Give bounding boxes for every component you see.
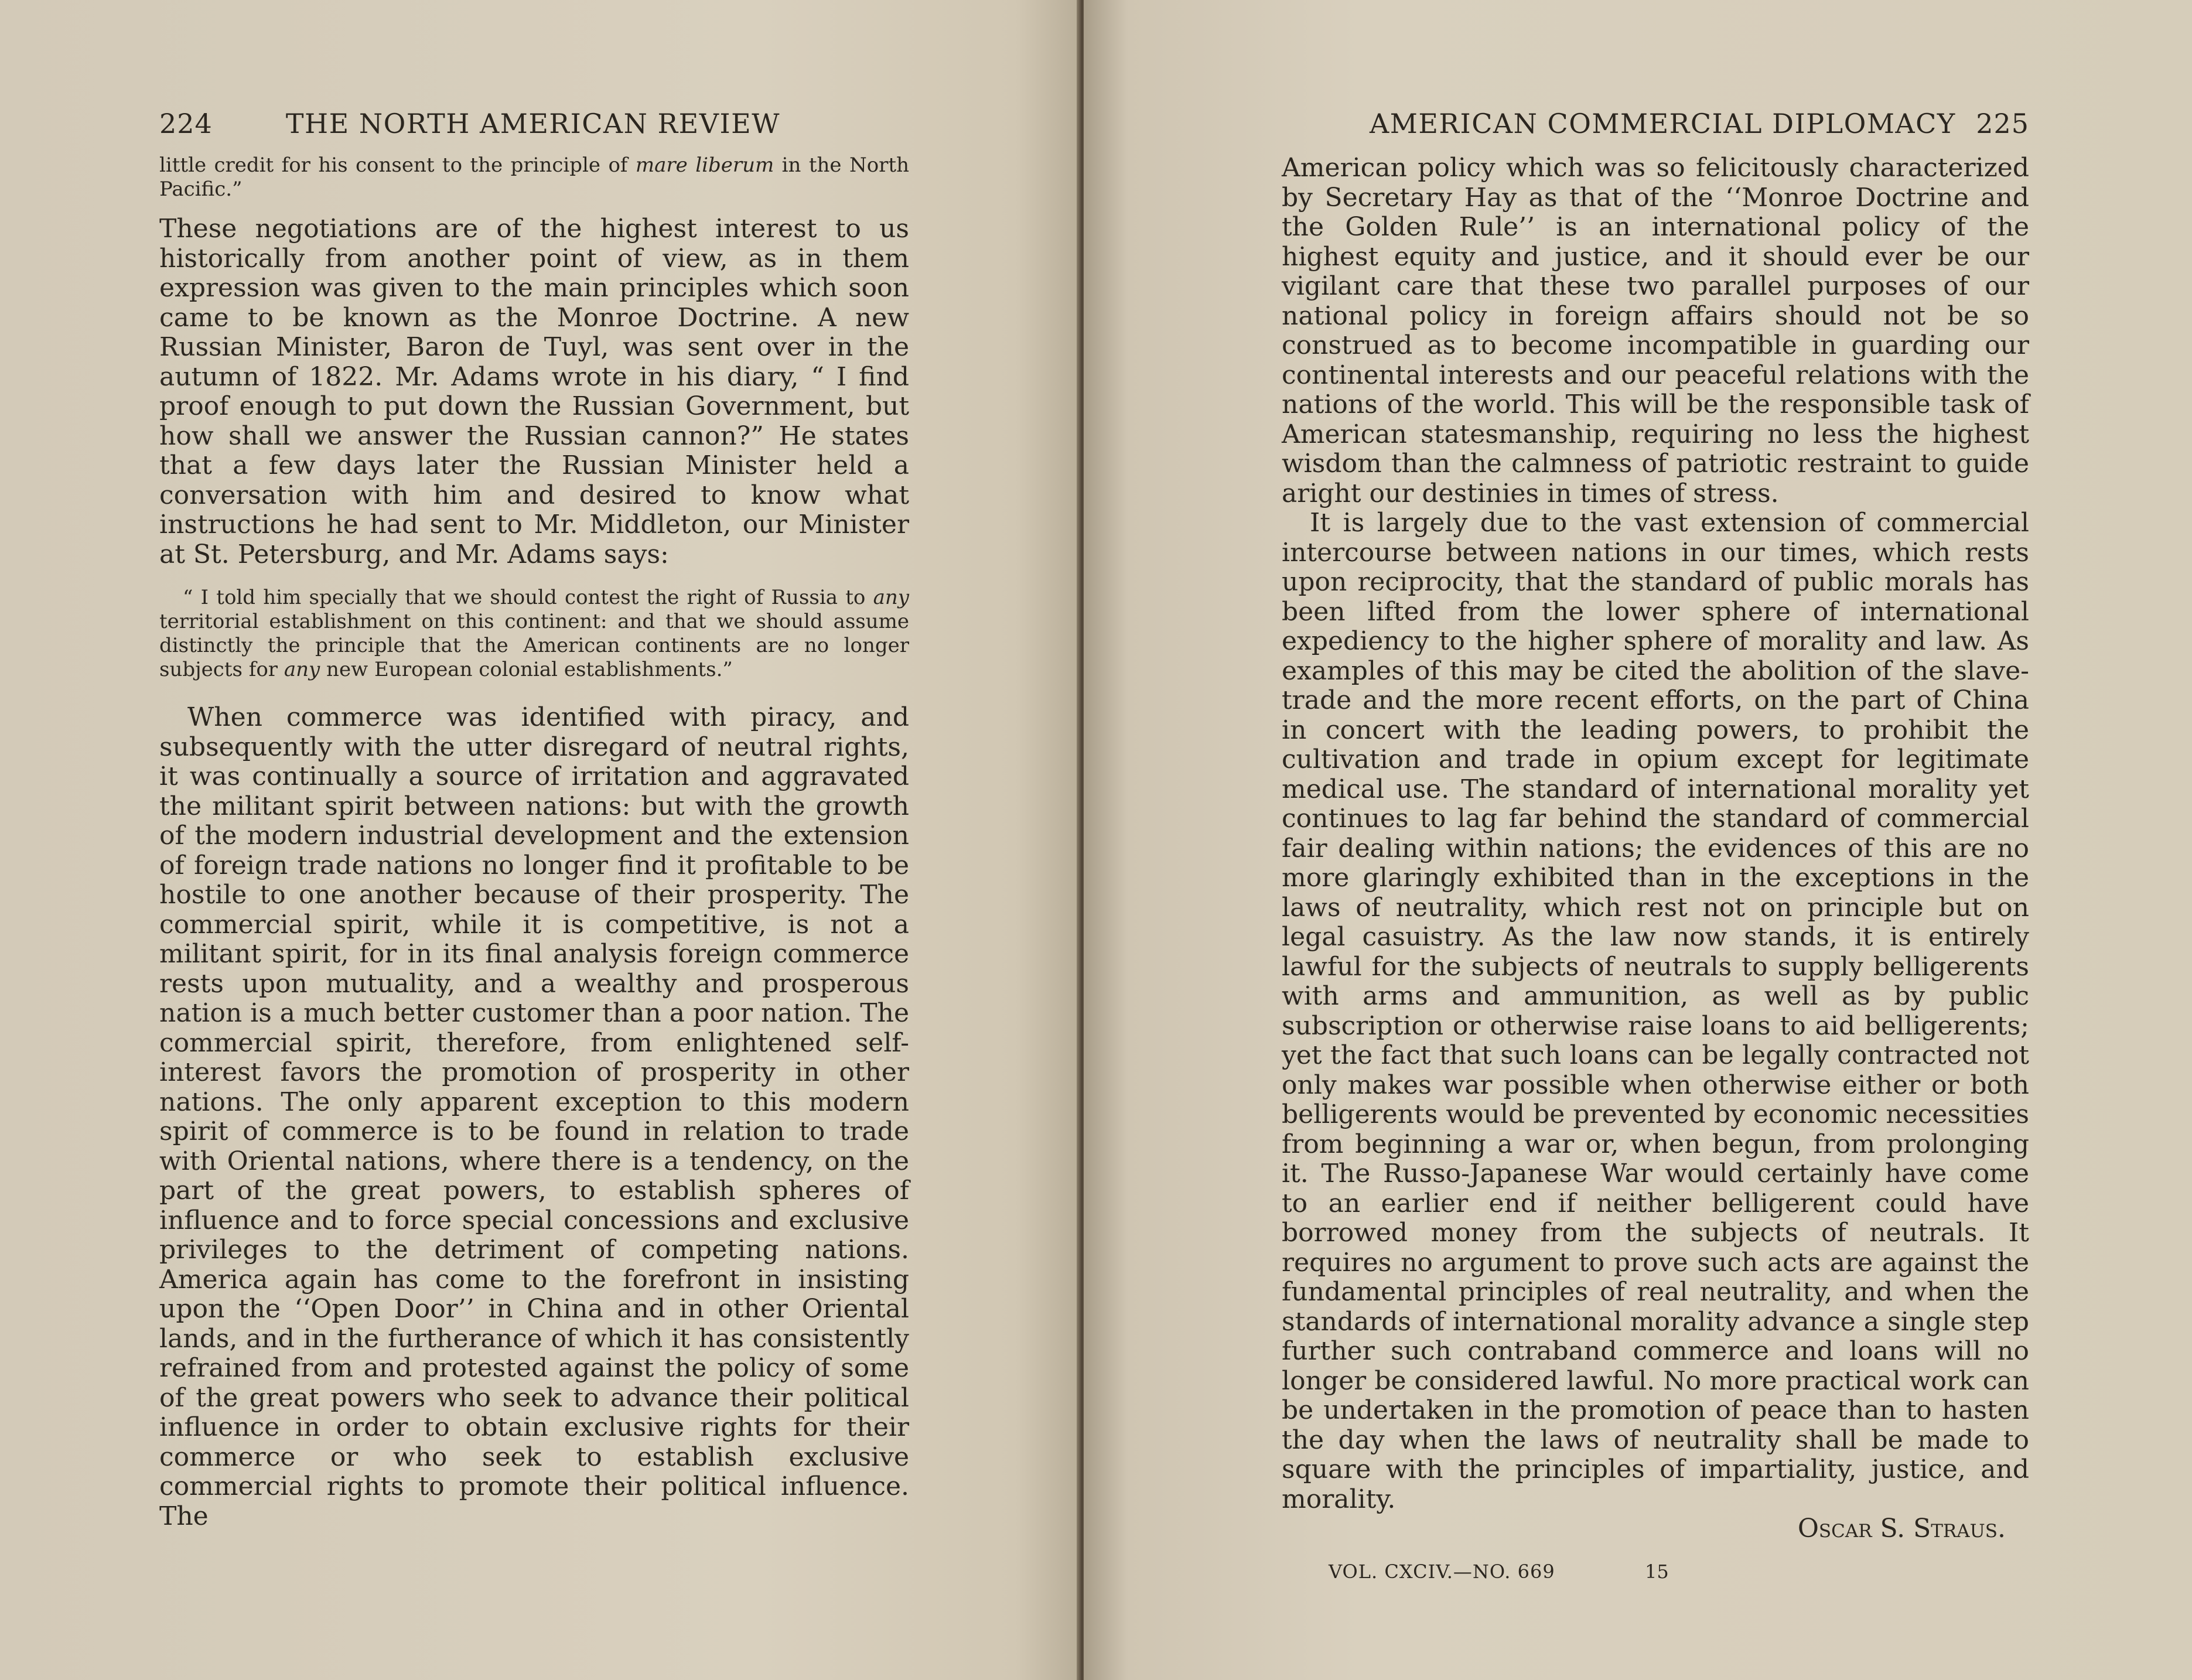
right-paragraph-2: It is largely due to the vast extension of commercial intercourse between nations in our times, which rests upon reciprocity, that the standard of public morals has been lifted from the lower sphere of international expediency to the higher sphere of morality and law. As examples of this may be cited the abolition of the slave-trade and the more recent efforts, on the part of China in concert with the leading powers, to prohibit the cultivation and trade in opium except for legitimate medical use. The standard of international morality yet continues to lag far behind the standard of commercial fair dealing within nations; the evidences of this are no more glaringly exhibited than in the exceptions in the laws of neutrality, which rest not on principle but on legal casuistry. As the law now stands, it is entirely lawful for the subjects of neutrals to supply belligerents with arms and ammunition, as well as by public subscription or otherwise raise loans to aid belligerents; yet the fact that such loans can be legally contracted not only makes war possible when otherwise either or both belligerents would be prevented by economic necessities from beginning a war or, when begun, from prolonging it. The Russo-Japanese War would certainly have come to an earlier end if neither belligerent could have borrowed money from the subjects of neutrals. It requires no argument to prove such acts are against the fundamental principles of real neutrality, and when the standards of international morality advance a single step further such contraband commerce and loans will no longer be considered lawful. No more practical work can be undertaken in the promotion of peace than to hasten the day when the laws of neutrality shall be made to square with the principles of impartiality, justice, and morality. <box>1282 508 2029 1514</box>
left-block-quote: “ I told him specially that we should contest the right of Russia to any territorial establishment on this continent: and that we should assume distinctly the principle that the American continents are no longer subjects for any new European colonial establishments.” <box>159 586 909 681</box>
left-opening-fragment: little credit for his consent to the principle of mare liberum in the North Pacific.” <box>159 153 909 201</box>
right-running-head <box>1282 109 2029 146</box>
page-footer <box>1282 1557 2029 1587</box>
right-page-text <box>1282 109 2029 1586</box>
left-paragraph-1: These negotiations are of the highest interest to us historically from another point of view, as in them expression was given to the main principles which soon came to be known as the Monroe Doctrine. A new Russian Minister, Baron de Tuyl, was sent over in the autumn of 1822. Mr. Adams wrote in his diary, “ I find proof enough to put down the Russian Government, but how shall we answer the Russian cannon?” He states that a few days later the Russian Minister held a conversation with him and desired to know what instructions he had sent to Mr. Middleton, our Minister at St. Petersburg, and Mr. Adams says: <box>159 214 909 569</box>
left-running-title: THE NORTH AMERICAN REVIEW <box>285 108 780 139</box>
left-running-head <box>159 109 909 146</box>
left-page-text <box>159 109 909 1531</box>
right-paragraph-1: American policy which was so felicitously characterized by Secretary Hay as that of the ‘‘Monroe Doctrine and the Golden Rule’’ is an international policy of the highest equity and justice, and it should ever be our vigilant care that these two parallel purposes of our national policy in foreign affairs should not be so construed as to become incompatible in guarding our continental interests and our peaceful relations with the nations of the world. This will be the responsible task of American statesmanship, requiring no less the highest wisdom than the calmness of patriotic restraint to guide aright our destinies in times of stress. <box>1282 153 2029 508</box>
footer-signature-mark: 15 <box>1645 1560 1669 1583</box>
right-running-title: AMERICAN COMMERCIAL DIPLOMACY <box>1370 108 1956 139</box>
left-paragraph-2: When commerce was identified with piracy, and subsequently with the utter disregard of neutral rights, it was continually a source of irritation and aggravated the militant spirit between nations: but with the growth of the modern industrial development and the extension of foreign trade nations no longer find it profitable to be hostile to one another because of their prosperity. The commercial spirit, while it is competitive, is not a militant spirit, for in its final analysis foreign commerce rests upon mutuality, and a wealthy and prosperous nation is a much better customer than a poor nation. The commercial spirit, therefore, from enlightened self-interest favors the promotion of prosperity in other nations. The only apparent exception to this modern spirit of commerce is to be found in relation to trade with Oriental nations, where there is a tendency, on the part of the great powers, to establish spheres of influence and to force special concessions and exclusive privileges to the detriment of competing nations. America again has come to the forefront in insisting upon the ‘‘Open Door’’ in China and in other Oriental lands, and in the furtherance of which it has consistently refrained from and protested against the policy of some of the great powers who seek to advance their political influence in order to obtain exclusive rights for their commerce or who seek to establish exclusive commercial rights to promote their political influence. The <box>159 702 909 1531</box>
right-page <box>1084 0 2192 1680</box>
left-page <box>0 0 1081 1680</box>
footer-volume: VOL. CXCIV.—NO. 669 <box>1329 1560 1555 1583</box>
right-page-number: 225 <box>1976 108 2029 139</box>
author-signature: Oscar S. Straus. <box>1797 1514 2006 1544</box>
left-page-number: 224 <box>159 108 213 139</box>
